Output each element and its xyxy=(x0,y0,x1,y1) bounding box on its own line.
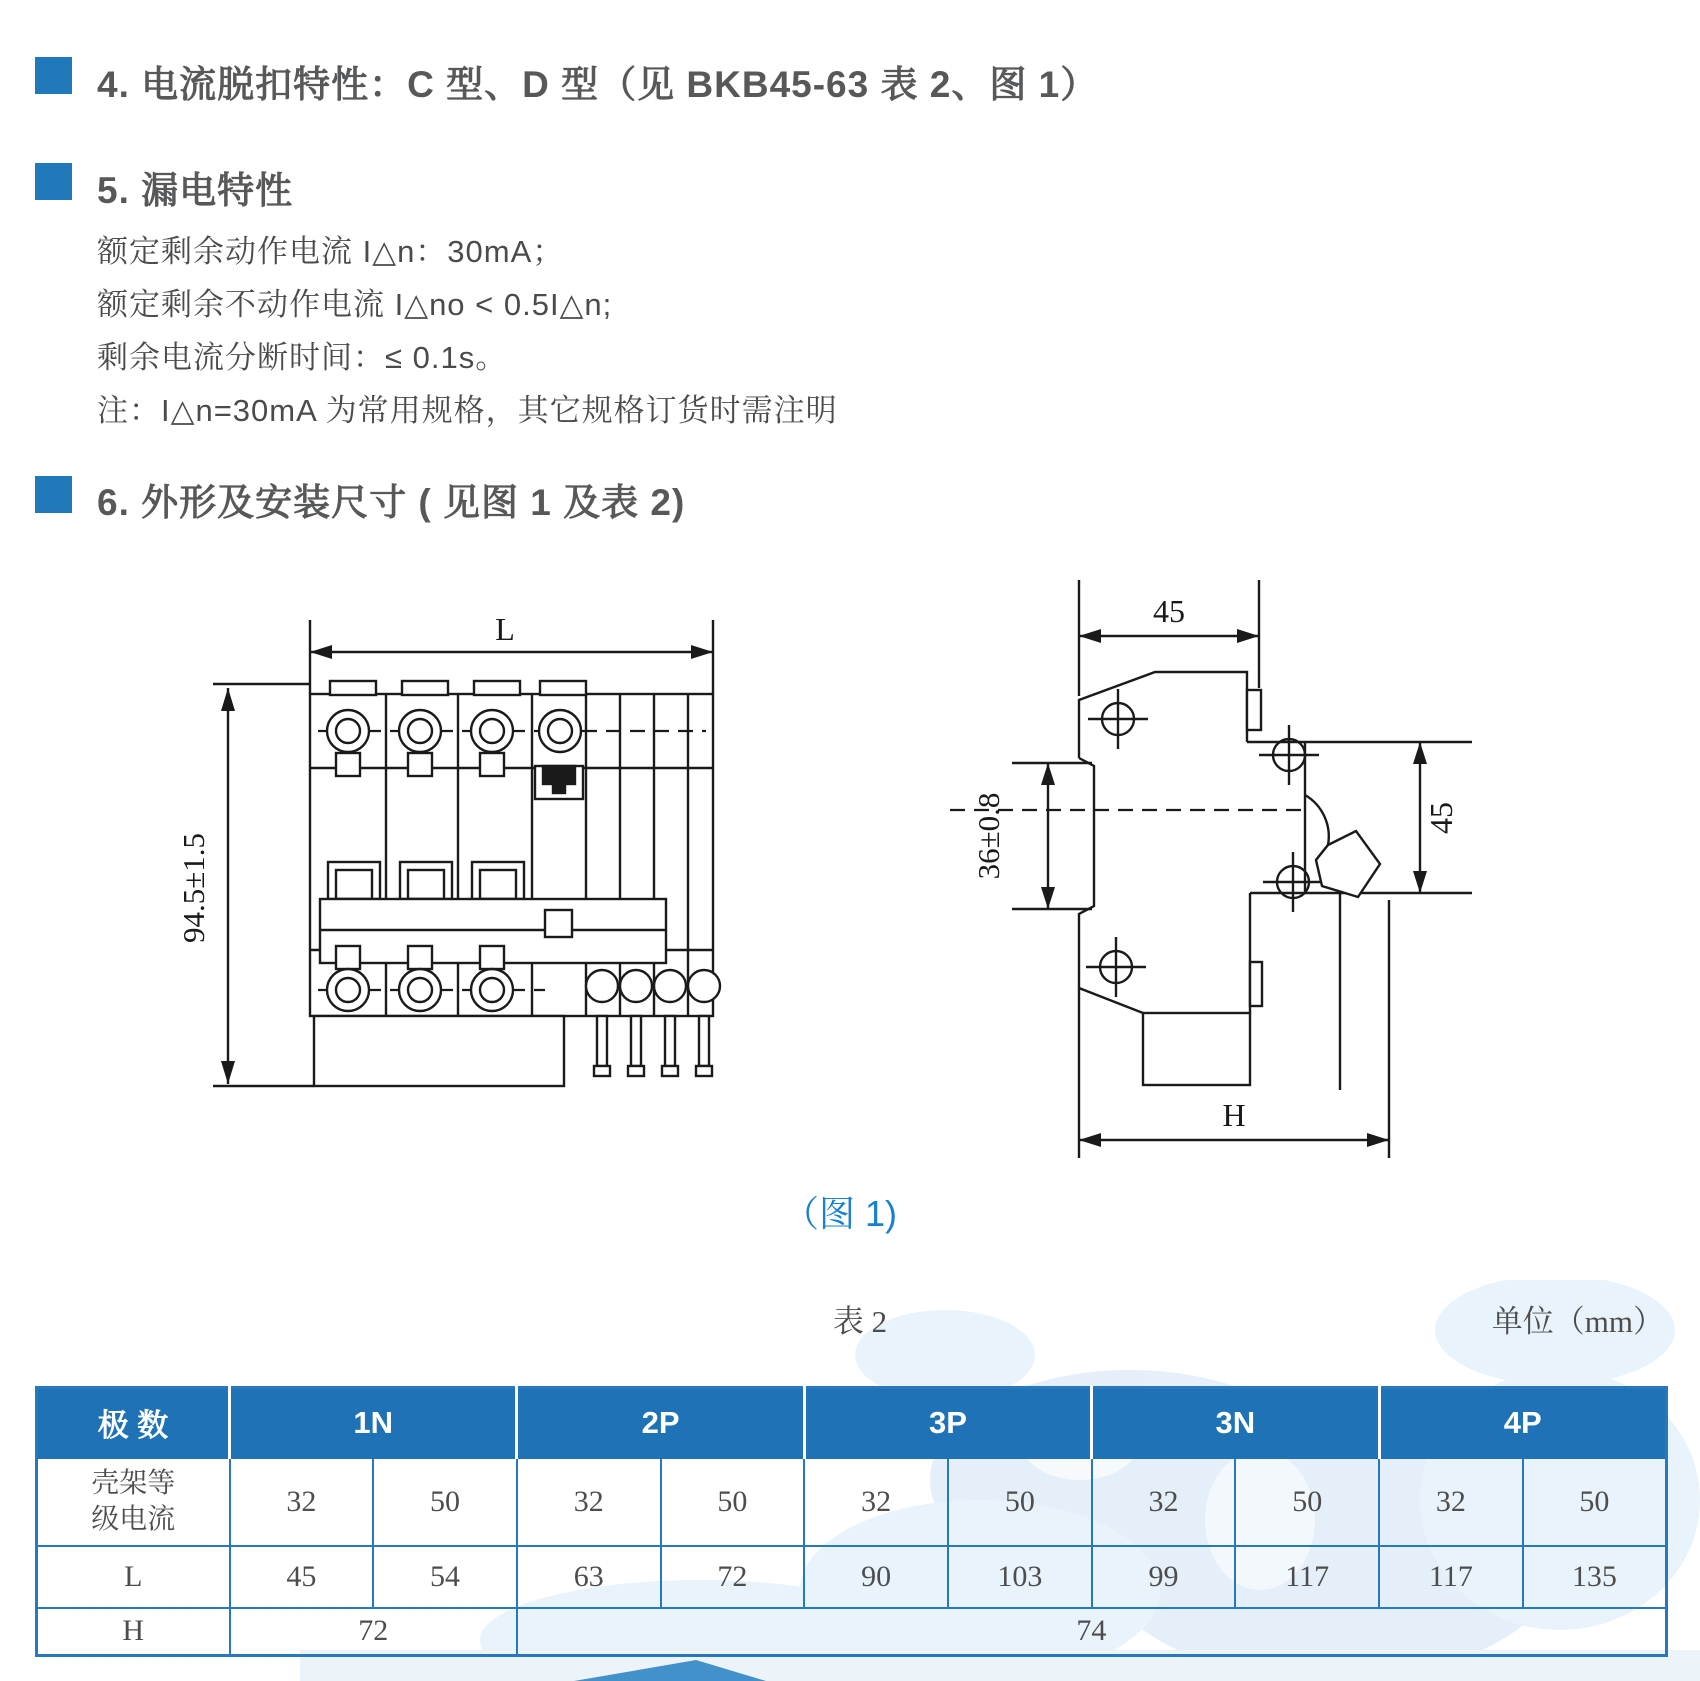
length-cell: 117 xyxy=(1379,1546,1523,1608)
side-view-drawing xyxy=(950,580,1472,1158)
frame-cell: 32 xyxy=(517,1458,661,1546)
side-depth-label: H xyxy=(1222,1097,1246,1133)
height-row xyxy=(37,1608,1667,1656)
leakage-line-3: 剩余电流分断时间：≤ 0.1s。 xyxy=(97,340,508,375)
dimension-drawings xyxy=(0,540,1700,1190)
side-right-height-label: 45 xyxy=(1423,802,1459,834)
section5-bullet xyxy=(35,163,72,200)
length-cell: 72 xyxy=(661,1546,805,1608)
length-cell: 90 xyxy=(804,1546,948,1608)
leakage-line-1: 额定剩余动作电流 I△n：30mA； xyxy=(97,234,565,269)
frame-cell: 32 xyxy=(1092,1458,1236,1546)
front-view-drawing xyxy=(176,611,720,1086)
leakage-line-4: 注：I△n=30mA 为常用规格，其它规格订货时需注明 xyxy=(97,393,838,428)
screw-crosshairs xyxy=(1086,689,1323,997)
side-rail-height-label: 36±0.8 xyxy=(971,792,1006,880)
group-header-2P: 2P xyxy=(517,1388,804,1458)
length-cell: 63 xyxy=(517,1546,661,1608)
frame-cell: 50 xyxy=(948,1458,1092,1546)
frame-cell: 50 xyxy=(1523,1458,1667,1546)
length-cell: 45 xyxy=(230,1546,374,1608)
dimension-table xyxy=(35,1386,1668,1657)
section6-title: 6. 外形及安装尺寸 ( 见图 1 及表 2) xyxy=(97,482,686,523)
figure-caption: （图 1) xyxy=(782,1193,897,1234)
front-height-label: 94.5±1.5 xyxy=(176,832,211,944)
height-row-label: H xyxy=(37,1608,230,1656)
section4-bullet xyxy=(35,57,72,94)
frame-cell: 32 xyxy=(230,1458,374,1546)
frame-current-label: 壳架等 级电流 xyxy=(37,1458,230,1546)
group-header-3N: 3N xyxy=(1092,1388,1379,1458)
frame-cell: 50 xyxy=(373,1458,517,1546)
frame-cell: 32 xyxy=(1379,1458,1523,1546)
length-cell: 99 xyxy=(1092,1546,1236,1608)
group-header-3P: 3P xyxy=(804,1388,1091,1458)
leakage-line-2: 额定剩余不动作电流 I△no < 0.5I△n; xyxy=(97,287,613,322)
section6-bullet xyxy=(35,476,72,513)
group-header-4P: 4P xyxy=(1379,1388,1666,1458)
length-cell: 54 xyxy=(373,1546,517,1608)
section5-title: 5. 漏电特性 xyxy=(97,170,294,211)
table-title: 表 2 xyxy=(832,1304,888,1339)
height-cell-1N: 72 xyxy=(230,1608,517,1656)
length-cell: 135 xyxy=(1523,1546,1667,1608)
frame-cell: 32 xyxy=(804,1458,948,1546)
table-header-row xyxy=(37,1388,1667,1458)
table-corner-cell: 极 数 xyxy=(37,1388,230,1458)
frame-cell: 50 xyxy=(1235,1458,1379,1546)
table-unit: 单位（mm） xyxy=(1491,1304,1664,1339)
frame-current-row xyxy=(37,1458,1667,1546)
length-row xyxy=(37,1546,1667,1608)
height-cell-rest: 74 xyxy=(517,1608,1667,1656)
section4-title: 4. 电流脱扣特性：C 型、D 型（见 BKB45-63 表 2、图 1） xyxy=(97,64,1099,105)
length-row-label: L xyxy=(37,1546,230,1608)
length-cell: 117 xyxy=(1235,1546,1379,1608)
length-cell: 103 xyxy=(948,1546,1092,1608)
frame-cell: 50 xyxy=(661,1458,805,1546)
front-width-label: L xyxy=(495,611,515,647)
group-header-1N: 1N xyxy=(230,1388,517,1458)
side-top-width-label: 45 xyxy=(1153,593,1185,629)
